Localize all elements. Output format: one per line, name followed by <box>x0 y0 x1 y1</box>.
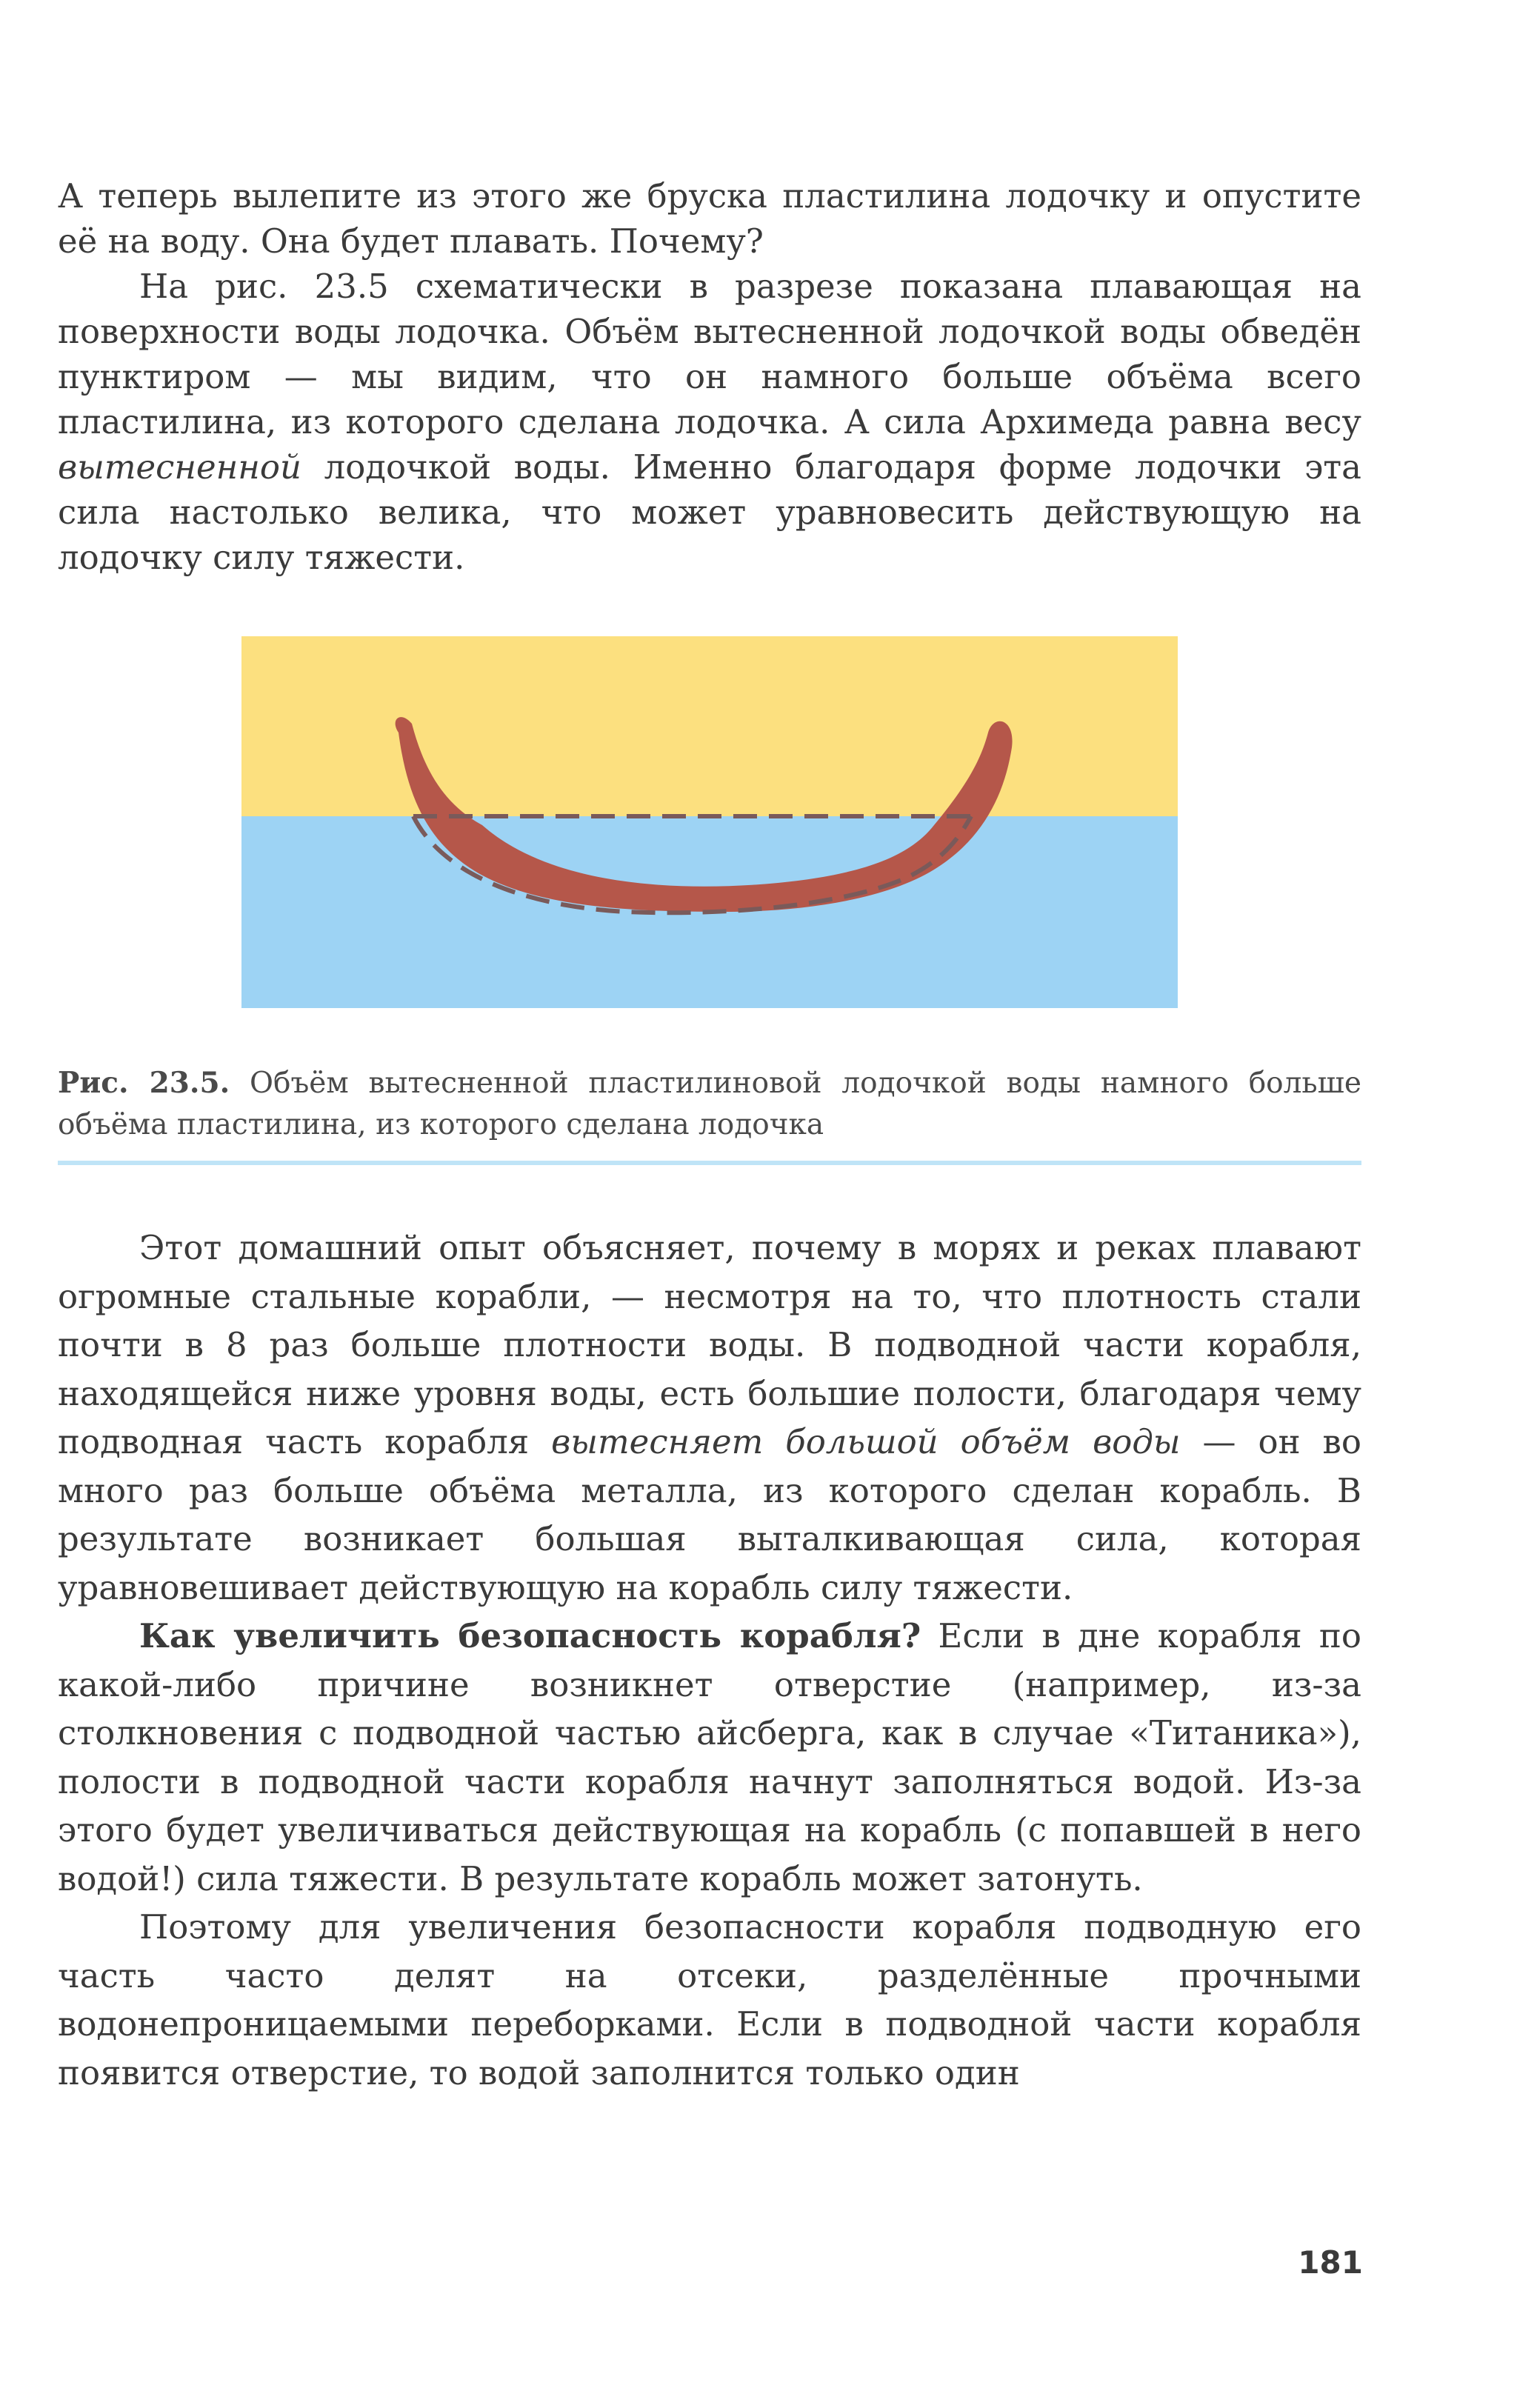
paragraph-compartments: Поэтому для увеличения безопасности корабля подводную его часть часто делят на отсеки, разделённые прочными водонепроницаемыми переборками. Если в подводной части корабля появится отверстие, то водой заполнится только один <box>58 1907 1361 2092</box>
page-number: 181 <box>1298 2244 1363 2281</box>
figure-label: Рис. 23.5. <box>58 1066 230 1100</box>
paragraph-text-part: — он во много раз больше объёма металла, из которого сделан корабль. В результате возникает большая выталкивающая сила, которая уравновешивает действующую на корабль силу тяжести. <box>58 1422 1361 1607</box>
top-text-block <box>58 173 1361 580</box>
paragraph-text-part: Если в дне корабля по какой-либо причине возникнет отверстие (например, из-за столкновения с подводной частью айсберга, как в случае «Титаника»), полости в подводной части корабля начнут заполняться водой. Из-за этого будет увеличиваться действующая на корабль (с попавшей в него водой!) сила тяжести. В результате корабль может затонуть. <box>58 1616 1362 1898</box>
caption-divider <box>58 1161 1361 1165</box>
boat-diagram <box>241 636 1178 1008</box>
figure-boat-cross-section <box>241 636 1178 1008</box>
bottom-text-block <box>58 1224 1361 2097</box>
air-region <box>241 636 1178 816</box>
paragraph-intro: А теперь вылепите из этого же бруска пластилина лодочку и опустите её на воду. Она будет плавать. Почему? <box>58 176 1361 261</box>
paragraph-text-part: На рис. 23.5 схематически в разрезе показана плавающая на поверхности воды лодочка. Объём вытесненной лодочкой воды обведён пунктиром — мы видим, что он намного больше объёма всего пластилина, из которого сделана лодочка. А сила Архимеда равна весу <box>58 267 1361 441</box>
paragraph-figure-explanation <box>58 264 1361 580</box>
emphasized-term: вытесненной <box>58 447 301 487</box>
figure-caption <box>58 1062 1361 1146</box>
paragraph-ships <box>58 1224 1361 1612</box>
paragraph-text-part: лодочкой воды. Именно благодаря форме лодочки эта сила настолько велика, что может уравновесить действующую на лодочку силу тяжести. <box>58 447 1361 577</box>
section-question-heading: Как увеличить безопасность корабля? <box>139 1616 921 1655</box>
paragraph-safety <box>58 1612 1361 1903</box>
emphasized-phrase: вытесняет большой объём воды <box>551 1422 1181 1461</box>
paragraph-text-part: Этот домашний опыт объясняет, почему в морях и реках плавают огромные стальные корабли, — несмотря на то, что плотность стали почти в 8 раз больше плотности воды. В подводной части корабля, находящейся ниже уровня воды, есть большие полости, благодаря чему подводная часть корабля <box>58 1228 1361 1461</box>
caption-text: Объём вытесненной пластилиновой лодочкой воды намного больше объёма пластилина, из которого сделана лодочка <box>58 1067 1361 1141</box>
